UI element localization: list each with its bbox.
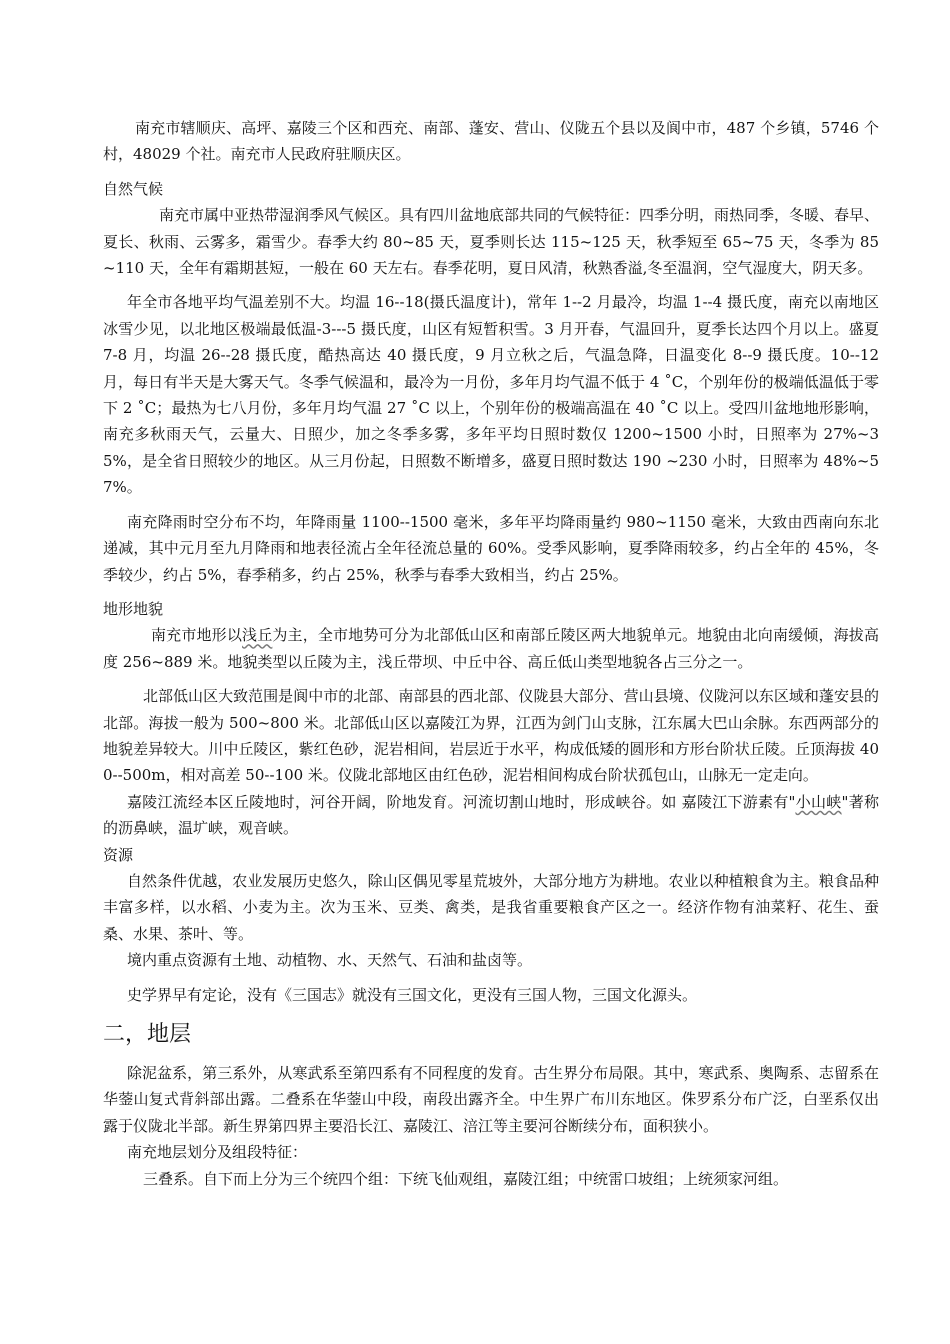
strata-overview-paragraph: 除泥盆系，第三系外，从寒武系至第四系有不同程度的发育。古生界分布局限。其中，寒武系、奥陶系、志留系在华蓥山复式背斜部出露。二叠系在华蓥山中段，南段出露齐全。中生界广布川东地区。侏罗系分布广泛，白垩系仅出露于仪陇北半部。新生界第四界主要沿长江、嘉陵江、涪江等主要河谷断续分布，面积狭小。 (103, 1064, 879, 1135)
key-resources-paragraph: 境内重点资源有土地、动植物、水、天然气、石油和盐卤等。 (127, 951, 533, 970)
strata-section-title: 二，地层 (103, 1022, 192, 1047)
jialing-text-start: 嘉陵江流经本区丘陵地时，河谷开阔，阶地发育。河流切割山地时，形成峡谷。如 嘉陵江下游素有" (127, 792, 796, 811)
jialing-river-paragraph (103, 789, 879, 842)
jialing-text-end: "著称的沥鼻峡，温圹峡，观音峡。 (103, 792, 879, 838)
admin-division-paragraph: 南充市辖顺庆、高坪、嘉陵三个区和西充、南部、蓬安、营山、仪陇五个县以及阆中市，487 个乡镇，5746 个村，48029 个社。南充市人民政府驻顺庆区。 (103, 119, 879, 164)
shallow-hill-term: 浅丘 (242, 626, 273, 645)
small-gorge-term: 小山峡 (795, 792, 842, 811)
terrain-text-start: 南充市地形以 (151, 626, 243, 645)
climate-paragraph: 南充市属中亚热带湿润季风气候区。具有四川盆地底部共同的气候特征：四季分明，雨热同季，冬暖、春早、夏长、秋雨、云雾多，霜雪少。春季大约 80~85 天，夏季则长达 115~125 天，秋季短至 65~75 天，冬季为 85~110 天，全年有霜期甚短，一般在 60 天左右。春季花明，夏日风清，秋熟香溢,冬至温润，空气湿度大，阴天多。 (103, 206, 880, 278)
north-lowmountain-paragraph: 北部低山区大致范围是阆中市的北部、南部县的西北部、仪陇县大部分、营山县境、仪陇河以东区域和蓬安县的北部。海拔一般为 500~800 米。北部低山区以嘉陵江为界，江西为剑门山支脉，江东属大巴山余脉。东西两部分的地貌差异较大。川中丘陵区，紫红色砂，泥岩相间，岩层近于水平，构成低矮的圆形和方形台阶状丘陵。丘顶海拔 400--500m，相对高差 50--100 米。仪陇北部地区由红色砂，泥岩相间构成台阶状孤包山，山脉无一定走向。 (103, 687, 879, 785)
three-kingdoms-paragraph: 史学界早有定论，没有《三国志》就没有三国文化，更没有三国人物，三国文化源头。 (127, 985, 698, 1004)
temperature-paragraph: 年全市各地平均气温差别不大。均温 16--18(摄氏温度计)，常年 1--2 月最冷，均温 1--4 摄氏度，南充以南地区冰雪少见，以北地区极端最低温-3---5 摄氏度，山区有短暂积雪。3 月开春，气温回升，夏季长达四个月以上。盛夏 7-8 月，均温 26--28 摄氏度，酷热高达 40 摄氏度，9 月立秋之后，气温急降，日温变化 8--9 摄氏度。10--12 月，每日有半天是大雾天气。冬季气候温和，最冷为一月份，多年月均气温不低于 4 ˚C，个别年份的极端低温低于零下 2 ˚C；最热为七八月份，多年月均气温 27 ˚C 以上，个别年份的极端高温在 40 ˚C 以上。受四川盆地地形影响，南充多秋雨天气，云量大、日照少，加之冬季多雾，多年平均日照时数仅 1200~1500 小时，日照率为 27%~35%，是全省日照较少的地区。从三月份起，日照数不断增多，盛夏日照时数达 190 ~230 小时，日照率为 48%~57%。 (103, 293, 879, 497)
rainfall-paragraph: 南充降雨时空分布不均，年降雨量 1100--1500 毫米，多年平均降雨量约 980~1150 毫米，大致由西南向东北递减，其中元月至九月降雨和地表径流占全年径流总量的 60%。受季风影响，夏季降雨较多，约占全年的 45%，冬季较少，约占 5%，春季稍多，约占 25%，秋季与春季大致相当，约占 25%。 (103, 512, 879, 584)
resources-heading: 资源 (103, 845, 134, 864)
terrain-heading: 地形地貌 (103, 599, 164, 618)
triassic-paragraph: 三叠系。自下而上分为三个统四个组：下统飞仙观组，嘉陵江组；中统雷口坡组；上统须家河组。 (143, 1169, 789, 1188)
strata-division-label: 南充地层划分及组段特征： (127, 1143, 308, 1162)
terrain-text-end: 为主，全市地势可分为北部低山区和南部丘陵区两大地貌单元。地貌由北向南缓倾，海拔高度 256~889 米。地貌类型以丘陵为主，浅丘带坝、中丘中谷、高丘低山类型地貌各占三分之一。 (103, 626, 879, 671)
terrain-paragraph (103, 622, 879, 675)
agriculture-paragraph: 自然条件优越，农业发展历史悠久，除山区偶见零星荒坡外，大部分地方为耕地。农业以种植粮食为主。粮食品种丰富多样，以水稻、小麦为主。次为玉米、豆类、禽类，是我省重要粮食产区之一。经济作物有油菜籽、花生、蚕桑、水果、茶叶、等。 (103, 871, 879, 943)
document-page (103, 115, 879, 1192)
climate-heading: 自然气候 (103, 179, 164, 198)
